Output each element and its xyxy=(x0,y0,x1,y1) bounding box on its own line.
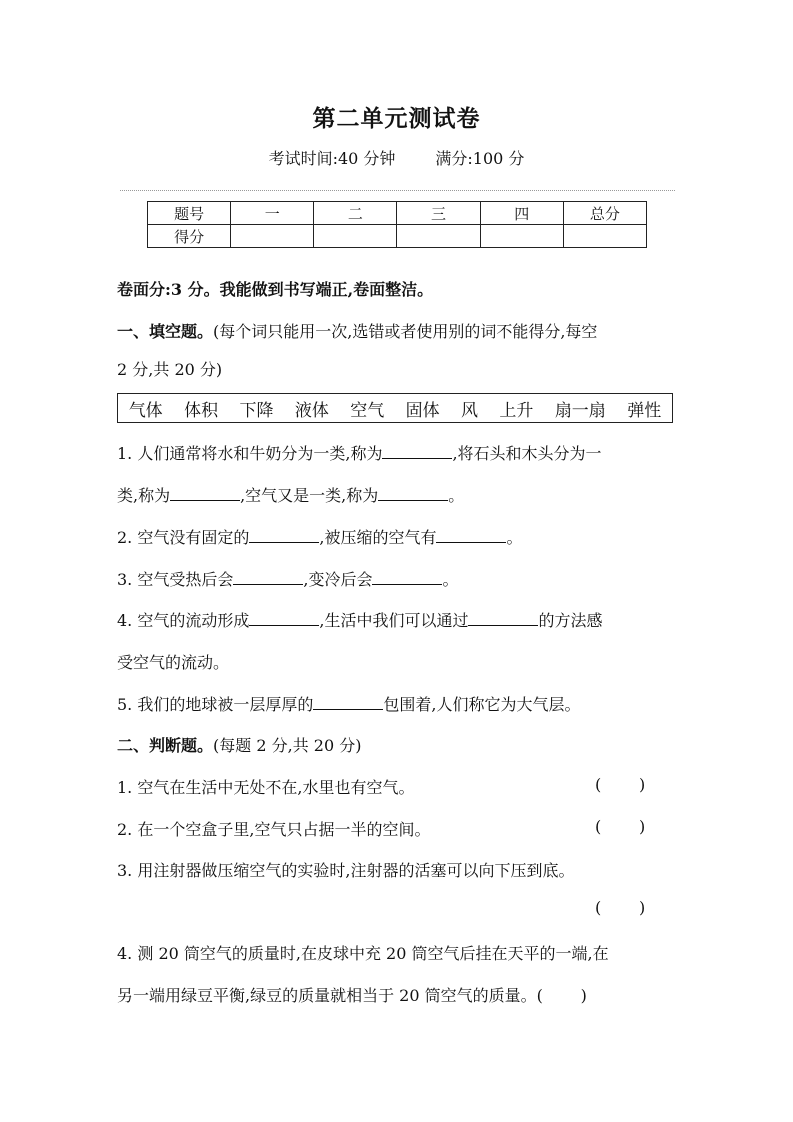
answer-blank[interactable] xyxy=(313,695,383,710)
answer-blank[interactable] xyxy=(170,486,240,501)
answer-blank[interactable] xyxy=(249,528,319,543)
exam-info xyxy=(0,146,793,169)
section1-instruction-cont: 2 分,共 20 分) xyxy=(117,360,223,379)
word-bank-item: 上升 xyxy=(499,400,534,421)
question-text: 。 xyxy=(442,570,459,589)
word-bank-item: 气体 xyxy=(128,400,163,421)
question-text: ,被压缩的空气有 xyxy=(319,528,437,547)
section2-heading-line xyxy=(117,733,361,756)
judge-question-1: 1. 空气在生活中无处不在,水里也有空气。 xyxy=(117,778,415,797)
answer-blank[interactable] xyxy=(372,570,442,585)
score-input-cell[interactable] xyxy=(397,225,480,248)
section1-instruction: (每个词只能用一次,选错或者使用别的词不能得分,每空 xyxy=(213,322,598,341)
judge-question-2: 2. 在一个空盒子里,空气只占据一半的空间。 xyxy=(117,820,431,839)
paren-close: ) xyxy=(639,817,646,836)
fill-question-1 xyxy=(117,441,602,464)
fill-question-1-cont xyxy=(117,483,464,506)
score-table-cell: 总分 xyxy=(563,202,646,225)
paren-close: ) xyxy=(639,775,646,794)
answer-blank[interactable] xyxy=(249,611,319,626)
section1-heading: 一、填空题。 xyxy=(117,322,214,341)
score-input-cell[interactable] xyxy=(314,225,397,248)
word-bank-item: 体积 xyxy=(184,400,219,421)
answer-parentheses[interactable] xyxy=(595,775,645,794)
question-text: 2. 空气没有固定的 xyxy=(117,528,250,547)
score-table-score-row xyxy=(148,225,647,248)
paren-open: ( xyxy=(536,986,543,1005)
word-bank-item: 扇一扇 xyxy=(554,400,606,421)
answer-parentheses[interactable] xyxy=(595,817,645,836)
question-text: 另一端用绿豆平衡,绿豆的质量就相当于 20 筒空气的质量。 xyxy=(117,986,537,1005)
judge-question-4-cont xyxy=(117,983,587,1006)
fill-question-3 xyxy=(117,567,458,590)
answer-blank[interactable] xyxy=(378,486,448,501)
paren-open: ( xyxy=(595,898,602,917)
judge-question-4: 4. 测 20 筒空气的质量时,在皮球中充 20 筒空气后挂在天平的一端,在 xyxy=(117,944,609,963)
question-text: 3. 空气受热后会 xyxy=(117,570,234,589)
paren-close: ) xyxy=(580,986,587,1005)
question-text: ,生活中我们可以通过 xyxy=(319,611,469,630)
question-text: 的方法感 xyxy=(538,611,603,630)
score-input-cell[interactable] xyxy=(231,225,314,248)
score-table-cell: 一 xyxy=(231,202,314,225)
score-table-cell: 二 xyxy=(314,202,397,225)
exam-full-score: 满分:100 分 xyxy=(435,149,525,168)
score-input-cell[interactable] xyxy=(563,225,646,248)
score-table xyxy=(147,201,647,248)
judge-question-3: 3. 用注射器做压缩空气的实验时,注射器的活塞可以向下压到底。 xyxy=(117,861,575,880)
paren-close: ) xyxy=(639,898,646,917)
section1-heading-line xyxy=(117,319,597,342)
dotted-divider xyxy=(120,190,675,191)
answer-parentheses[interactable] xyxy=(537,986,587,1005)
question-text: 类,称为 xyxy=(117,486,171,505)
answer-parentheses[interactable] xyxy=(595,898,645,917)
question-text: 。 xyxy=(448,486,465,505)
answer-blank[interactable] xyxy=(233,570,303,585)
fill-question-4-cont: 受空气的流动。 xyxy=(117,653,230,672)
word-bank xyxy=(117,393,673,423)
score-table-header-row xyxy=(148,202,647,225)
word-bank-item: 弹性 xyxy=(627,400,662,421)
fill-question-5 xyxy=(117,692,580,715)
question-text: 5. 我们的地球被一层厚厚的 xyxy=(117,695,314,714)
score-table-cell: 题号 xyxy=(148,202,231,225)
answer-blank[interactable] xyxy=(436,528,506,543)
word-bank-item: 风 xyxy=(461,400,479,421)
answer-blank[interactable] xyxy=(468,611,538,626)
question-text: 包围着,人们称它为大气层。 xyxy=(383,695,581,714)
fill-question-2 xyxy=(117,525,522,548)
word-bank-item: 液体 xyxy=(294,400,329,421)
fill-question-4 xyxy=(117,608,602,631)
question-text: 1. 人们通常将水和牛奶分为一类,称为 xyxy=(117,444,383,463)
word-bank-item: 空气 xyxy=(350,400,385,421)
question-text: ,变冷后会 xyxy=(303,570,373,589)
answer-blank[interactable] xyxy=(382,444,452,459)
section2-instruction: (每题 2 分,共 20 分) xyxy=(213,736,362,755)
question-text: ,空气又是一类,称为 xyxy=(240,486,379,505)
section2-heading: 二、判断题。 xyxy=(117,736,214,755)
exam-time: 考试时间:40 分钟 xyxy=(268,149,396,168)
question-text: 4. 空气的流动形成 xyxy=(117,611,250,630)
paren-open: ( xyxy=(595,817,602,836)
page-title: 第二单元测试卷 xyxy=(312,105,481,132)
paren-open: ( xyxy=(595,775,602,794)
neatness-note: 卷面分:3 分。我能做到书写端正,卷面整洁。 xyxy=(117,280,434,299)
score-table-cell: 三 xyxy=(397,202,480,225)
question-text: 。 xyxy=(506,528,523,547)
word-bank-item: 固体 xyxy=(405,400,440,421)
question-text: ,将石头和木头分为一 xyxy=(452,444,602,463)
score-table-cell: 得分 xyxy=(148,225,231,248)
word-bank-item: 下降 xyxy=(239,400,274,421)
score-table-cell: 四 xyxy=(480,202,563,225)
score-input-cell[interactable] xyxy=(480,225,563,248)
